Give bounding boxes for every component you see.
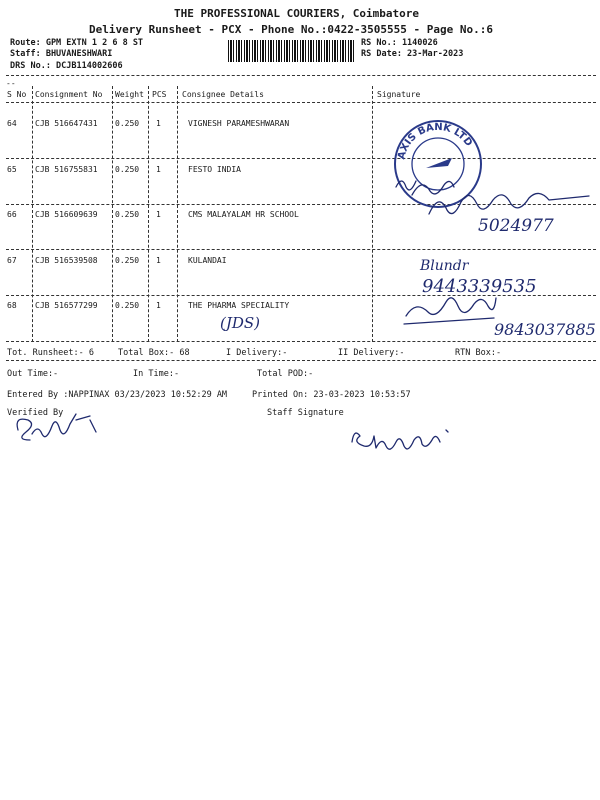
rs-date: RS Date: 23-Mar-2023 — [361, 49, 464, 59]
handwritten-phone-row68: 9843037885 — [494, 320, 596, 339]
col-header-pcs: PCS — [152, 90, 167, 99]
col-header-consignee: Consignee Details — [182, 90, 264, 99]
row-weight: 0.250 — [115, 119, 140, 128]
i-delivery: I Delivery:- — [226, 348, 288, 358]
handwritten-phone-row67: 9443339535 — [422, 276, 537, 297]
runsheet-subtitle: Delivery Runsheet - PCX - Phone No.:0422-3505555 - Page No.:6 — [89, 23, 493, 36]
out-time: Out Time:- — [7, 369, 59, 379]
rs-number: RS No.: 1140026 — [361, 38, 438, 48]
row-sno: 64 — [7, 119, 17, 128]
row-consignment: CJB 516647431 — [35, 119, 98, 128]
row-pcs: 1 — [156, 119, 161, 128]
verifier-signature — [10, 410, 106, 446]
route-label: Route: GPM EXTN 1 2 6 8 ST — [10, 38, 144, 48]
row-weight: 0.250 — [115, 165, 140, 174]
row-pcs: 1 — [156, 165, 161, 174]
row-consignment: CJB 516539508 — [35, 256, 98, 265]
entered-by: Entered By :NAPPINAX 03/23/2023 10:52:29 AM — [7, 390, 228, 400]
col-header-weight: Weight — [115, 90, 144, 99]
row-sno: 68 — [7, 301, 17, 310]
row-consignment: CJB 516609639 — [35, 210, 98, 219]
handwritten-name-row67: Blundr — [420, 258, 469, 274]
in-time: In Time:- — [133, 369, 180, 379]
ii-delivery: II Delivery:- — [338, 348, 405, 358]
stamp-text: AXIS BANK LTD — [396, 121, 475, 161]
row-consignee: CMS MALAYALAM HR SCHOOL — [188, 210, 299, 219]
col-header-signature: Signature — [377, 90, 421, 99]
staff-signature — [348, 424, 460, 450]
row-weight: 0.250 — [115, 210, 140, 219]
row-consignee: KULANDAI — [188, 256, 227, 265]
staff-signature-label: Staff Signature — [267, 408, 344, 418]
total-runsheet: Tot. Runsheet:- 6 — [7, 348, 94, 358]
verified-by-label: Verified By — [7, 408, 64, 418]
row-consignee: VIGNESH PARAMESHWARAN — [188, 119, 290, 128]
row-consignee: THE PHARMA SPECIALITY — [188, 301, 290, 310]
company-title: THE PROFESSIONAL COURIERS, Coimbatore — [174, 7, 420, 20]
col-header-consignment: Consignment No — [35, 90, 103, 99]
drs-number: DRS No.: DCJB114002606 — [10, 61, 123, 71]
header-divider — [6, 102, 596, 103]
handwritten-note-row68: (JDS) — [220, 314, 261, 332]
row-pcs: 1 — [156, 256, 161, 265]
row-consignee: FESTO INDIA — [188, 165, 241, 174]
row-weight: 0.250 — [115, 301, 140, 310]
row-sno: 66 — [7, 210, 17, 219]
top-divider — [6, 75, 596, 76]
total-box: Total Box:- 68 — [118, 348, 190, 358]
barcode — [228, 40, 354, 62]
row-pcs: 1 — [156, 301, 161, 310]
rtn-box: RTN Box:- — [455, 348, 502, 358]
row-sno: 67 — [7, 256, 17, 265]
row-sno: 65 — [7, 165, 17, 174]
row-weight: 0.250 — [115, 256, 140, 265]
col-header-sno: S No — [7, 90, 27, 99]
staff-label: Staff: BHUVANESHWARI — [10, 49, 113, 59]
printed-on: Printed On: 23-03-2023 10:53:57 — [252, 390, 411, 400]
signature-row68 — [402, 296, 498, 334]
row-consignment: CJB 516577299 — [35, 301, 98, 310]
row-consignment: CJB 516755831 — [35, 165, 98, 174]
row-pcs: 1 — [156, 210, 161, 219]
total-pod: Total POD:- — [257, 369, 314, 379]
handwritten-phone-row66: 5024977 — [478, 216, 554, 236]
